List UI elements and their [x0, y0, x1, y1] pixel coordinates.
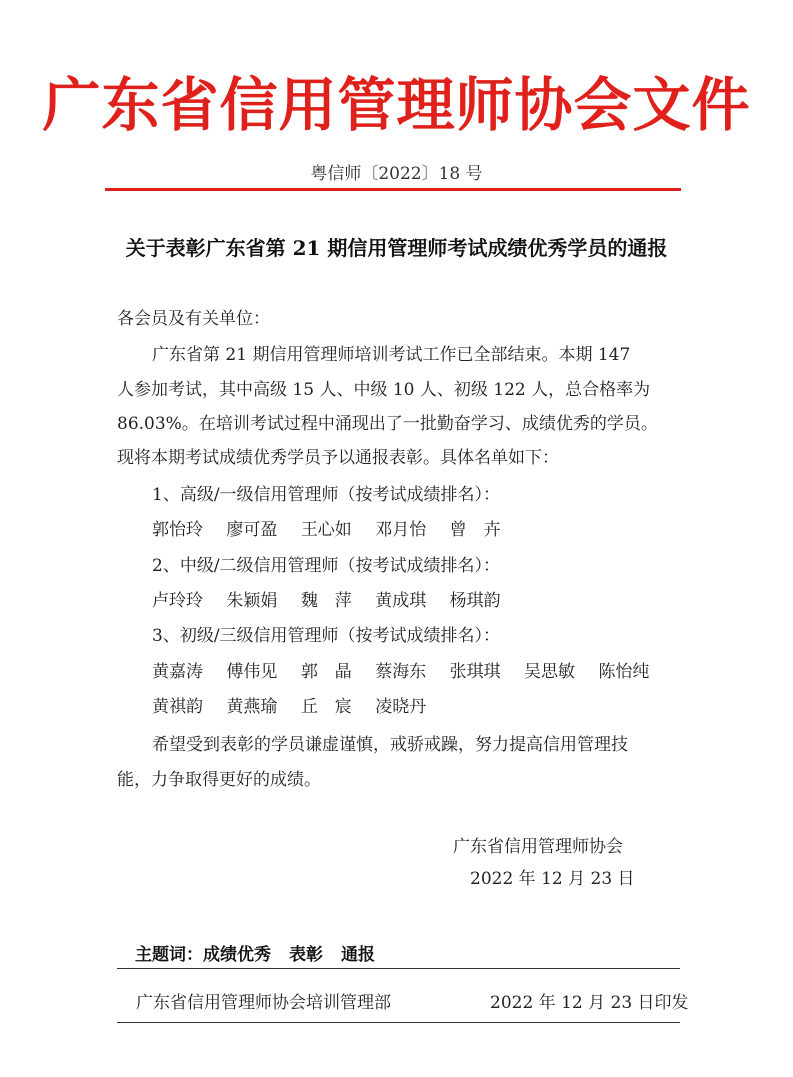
- list-item: 郭怡玲: [152, 520, 203, 540]
- paragraph-line: 人参加考试，其中高级 15 人、中级 10 人、初级 122 人，总合格率为: [117, 380, 651, 400]
- keywords-label: 主题词：: [135, 945, 203, 965]
- salutation: 各会员及有关单位：: [117, 309, 270, 329]
- section-heading-senior: 1、高级/一级信用管理师（按考试成绩排名）：: [152, 485, 501, 505]
- footer-divider-bottom: [117, 1022, 680, 1023]
- closing-line: 能，力争取得更好的成绩。: [117, 770, 321, 790]
- list-item: 黄祺韵: [152, 697, 203, 717]
- signature-org: 广东省信用管理师协会: [453, 837, 623, 857]
- paragraph-line: 86.03%。在培训考试过程中涌现出了一批勤奋学习、成绩优秀的学员。: [117, 414, 658, 434]
- list-item: 魏 萍: [300, 591, 352, 611]
- list-item: 黄燕瑜: [226, 697, 278, 717]
- name-list-intermediate: [152, 586, 519, 611]
- footer-issue-date: 2022 年 12 月 23 日印发: [490, 993, 689, 1013]
- list-item: 傅伟见: [226, 662, 278, 682]
- list-item: 黄嘉涛: [152, 662, 203, 682]
- list-item: 丘 宸: [300, 697, 352, 717]
- footer-divider-top: [117, 968, 680, 969]
- keyword: 通报: [341, 945, 375, 965]
- list-item: 卢玲玲: [152, 591, 203, 611]
- list-item: 吴思敏: [524, 662, 576, 682]
- section-heading-intermediate: 2、中级/二级信用管理师（按考试成绩排名）：: [152, 556, 501, 576]
- list-item: 王心如: [300, 520, 352, 540]
- footer-issuer: 广东省信用管理师协会培训管理部: [136, 993, 391, 1013]
- document-number: 粤信师〔2022〕18 号: [310, 164, 483, 184]
- document-header-title: 广东省信用管理师协会文件: [42, 71, 751, 139]
- list-item: 郭 晶: [300, 662, 352, 682]
- list-item: 黄成琪: [375, 591, 427, 611]
- name-list-senior: [152, 515, 519, 540]
- list-item: 曾 卉: [449, 520, 501, 540]
- paragraph-line: 现将本期考试成绩优秀学员予以通报表彰。具体名单如下：: [117, 448, 559, 468]
- section-heading-junior: 3、初级/三级信用管理师（按考试成绩排名）：: [152, 626, 501, 646]
- notice-title: 关于表彰广东省第 21 期信用管理师考试成绩优秀学员的通报: [125, 236, 668, 260]
- list-item: 邓月怡: [375, 520, 427, 540]
- list-item: 张琪琪: [449, 662, 501, 682]
- red-header-divider: [105, 188, 681, 191]
- name-list-junior-row2: [152, 692, 444, 717]
- paragraph-line: 广东省第 21 期信用管理师培训考试工作已全部结束。本期 147: [152, 345, 631, 365]
- list-item: 杨琪韵: [449, 591, 501, 611]
- list-item: 朱颖娟: [226, 591, 278, 611]
- list-item: 廖可盈: [226, 520, 278, 540]
- signature-date: 2022 年 12 月 23 日: [470, 869, 635, 889]
- name-list-junior-row1: [152, 657, 667, 682]
- list-item: 蔡海东: [375, 662, 427, 682]
- list-item: 陈怡纯: [598, 662, 650, 682]
- keyword: 成绩优秀: [203, 945, 271, 965]
- keyword: 表彰: [289, 945, 323, 965]
- subject-keywords: [135, 940, 393, 965]
- list-item: 凌晓丹: [375, 697, 427, 717]
- closing-line: 希望受到表彰的学员谦虚谨慎，戒骄戒躁，努力提高信用管理技: [152, 735, 628, 755]
